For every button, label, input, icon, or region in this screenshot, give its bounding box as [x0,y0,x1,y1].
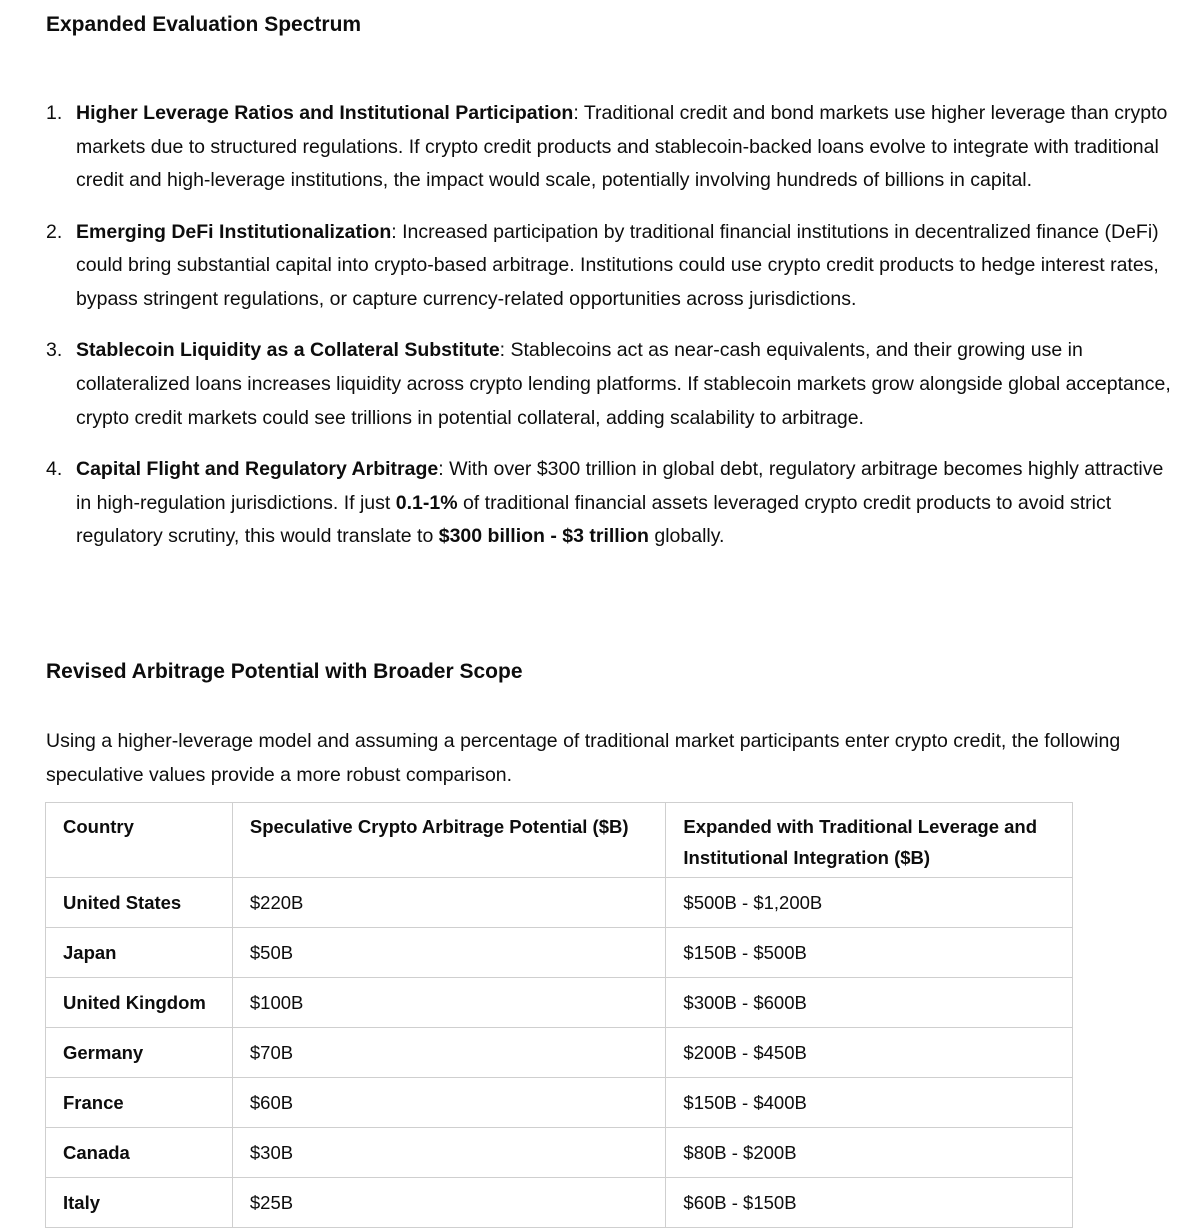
list-item [46,97,1176,198]
cell-speculative: $30B [232,1128,666,1178]
cell-speculative: $70B [232,1028,666,1078]
list-number: 4. [46,457,63,480]
list-item [46,216,1176,317]
list-item-heading: Emerging DeFi Institutionalization [76,220,392,243]
cell-expanded: $300B - $600B [666,978,1073,1028]
table-body [46,878,1073,1228]
list-item-text: globally. [648,525,725,548]
cell-expanded: $150B - $400B [666,1078,1073,1128]
highlight-percentage: 0.1-1% [395,491,458,514]
list-item-text: : Increased participation by traditional financial institutions in decentralized finance (DeFi) could bring substantial capital into crypto-based arbitrage. Institutions could use crypto credit products to hedge interest rates, bypass stringent regulations, or capture currency-related opportunities across jurisdictions. [76,220,1159,311]
cell-country: Canada [46,1128,233,1178]
cell-expanded: $150B - $500B [666,928,1073,978]
list-item [46,453,1176,554]
intro-paragraph: Using a higher-leverage model and assuming a percentage of traditional market participants enter crypto credit, the following speculative values provide a more robust comparison. [46,730,1121,786]
table-row [46,878,1073,928]
cell-country: United Kingdom [46,978,233,1028]
list-item-heading: Capital Flight and Regulatory Arbitrage [76,457,439,480]
list-item-text: of traditional financial assets leveraged crypto credit products to avoid strict regulatory scrutiny, this would translate to [76,491,1112,548]
column-header-country: Country [46,803,233,878]
list-item [46,334,1176,435]
table-row [46,1128,1073,1178]
column-header-expanded: Expanded with Traditional Leverage and Institutional Integration ($B) [666,803,1073,878]
cell-expanded: $200B - $450B [666,1028,1073,1078]
list-number: 2. [46,220,63,243]
cell-country: Italy [46,1178,233,1228]
section-heading-evaluation: Expanded Evaluation Spectrum [46,13,362,36]
list-number: 3. [46,339,63,362]
cell-expanded: $60B - $150B [666,1178,1073,1228]
cell-speculative: $50B [232,928,666,978]
cell-country: Japan [46,928,233,978]
section-heading-arbitrage: Revised Arbitrage Potential with Broader Scope [46,660,523,683]
list-item-text: : Stablecoins act as near-cash equivalents, and their growing use in collateralized loans increases liquidity across crypto lending platforms. If stablecoin markets grow alongside global acceptance, crypto credit markets could see trillions in potential collateral, adding scalability to arbitrage. [76,339,1171,429]
column-header-speculative: Speculative Crypto Arbitrage Potential ($B) [232,803,666,878]
cell-expanded: $500B - $1,200B [666,878,1073,928]
cell-country: United States [46,878,233,928]
table-header-row [46,803,1073,878]
cell-speculative: $220B [232,878,666,928]
list-number: 1. [46,102,63,124]
cell-speculative: $60B [232,1078,666,1128]
cell-country: Germany [46,1028,233,1078]
cell-speculative: $100B [232,978,666,1028]
arbitrage-table [45,802,1073,1228]
list-item-heading: Higher Leverage Ratios and Institutional Participation [76,102,574,124]
list-item-text: : Traditional credit and bond markets use higher leverage than crypto markets due to structured regulations. If crypto credit products and stablecoin-backed loans evolve to integrate with traditional credit and high-leverage institutions, the impact would scale, potentially involving hundreds of billions in capital. [76,102,1168,192]
highlight-amount: $300 billion - $3 trillion [438,525,649,548]
list-item-heading: Stablecoin Liquidity as a Collateral Substitute [76,339,500,362]
table-row [46,978,1073,1028]
table-row [46,928,1073,978]
evaluation-list [46,97,1176,571]
cell-expanded: $80B - $200B [666,1128,1073,1178]
table-row [46,1028,1073,1078]
cell-country: France [46,1078,233,1128]
list-item-text: : With over $300 trillion in global debt, regulatory arbitrage becomes highly attractive in high-regulation jurisdictions. If just [76,457,1164,514]
table-row [46,1178,1073,1228]
table-row [46,1078,1073,1128]
cell-speculative: $25B [232,1178,666,1228]
table-header [46,803,1073,878]
